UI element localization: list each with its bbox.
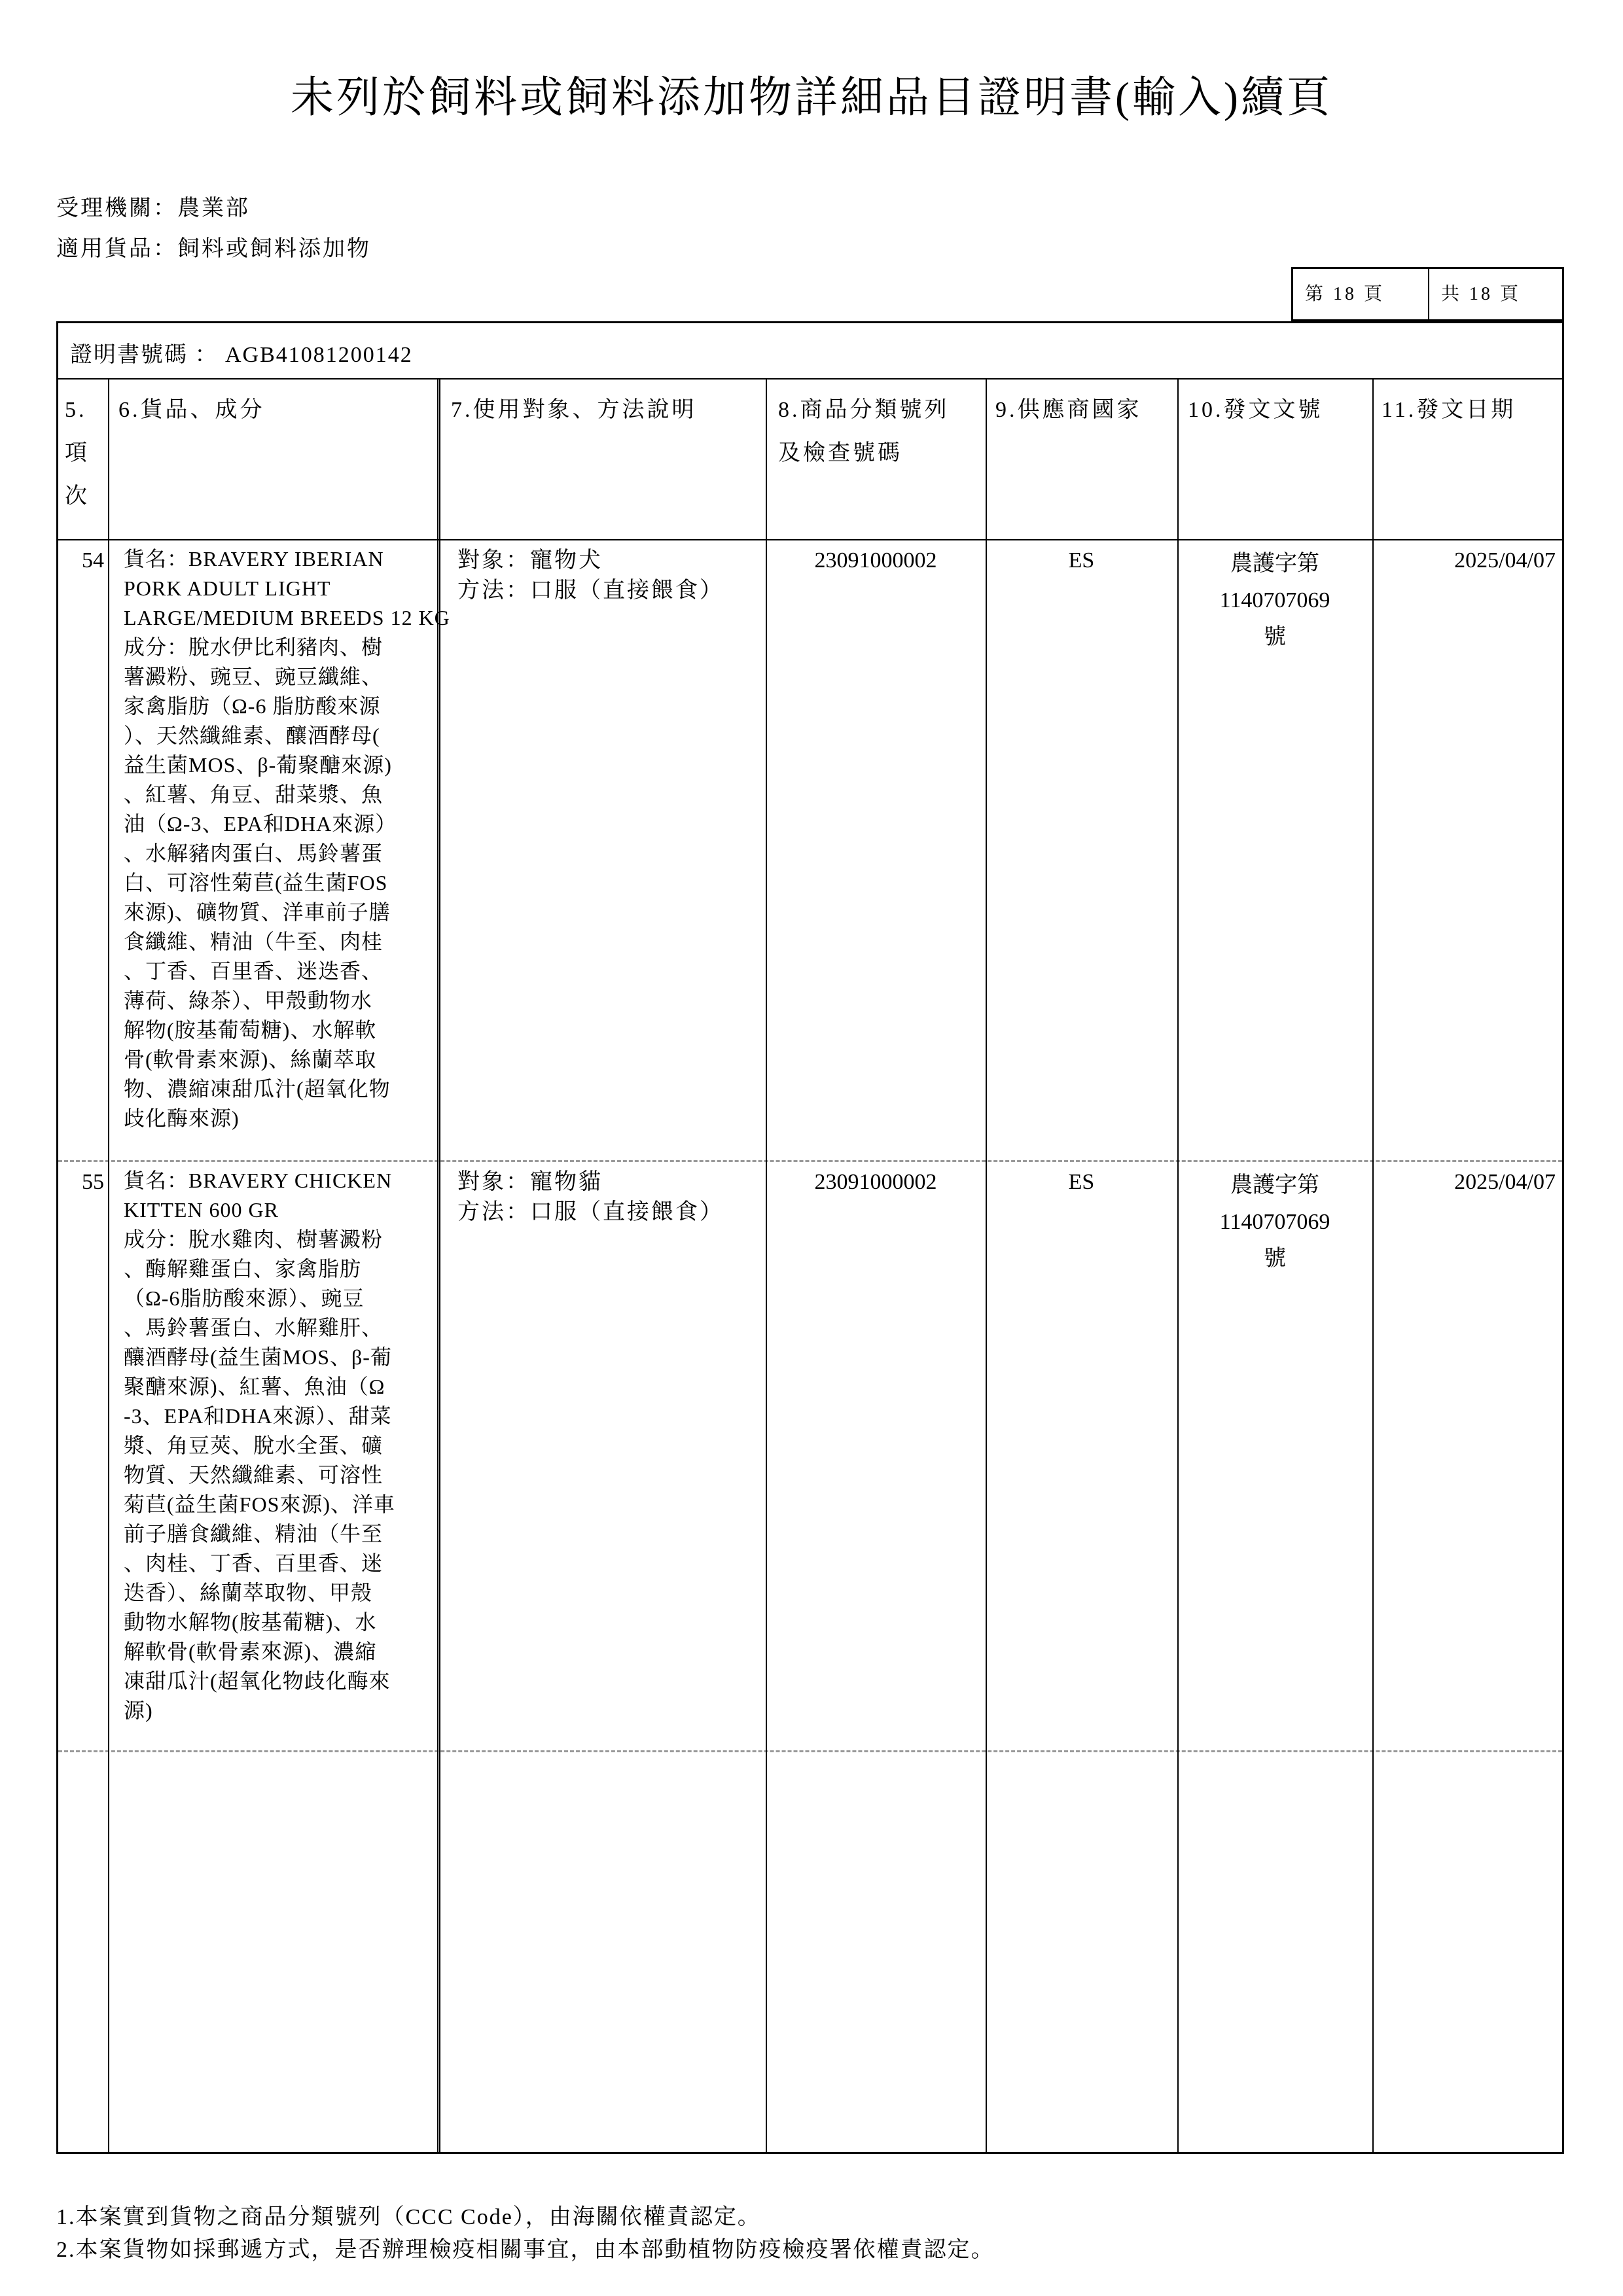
- goods-label: 適用貨品：飼料或飼料添加物: [56, 237, 371, 261]
- goods-description: [124, 1166, 395, 1725]
- doc-number-line: 號: [1264, 625, 1286, 649]
- doc-number-line: 號: [1264, 1246, 1286, 1271]
- doc-number-line: 1140707069: [1219, 1210, 1330, 1234]
- page-current: 第 18 頁: [1305, 284, 1385, 304]
- item-number: 55: [82, 1170, 104, 1194]
- goods-line: 凍甜瓜汁(超氧化物歧化酶來: [124, 1669, 391, 1693]
- doc-number-line: 1140707069: [1219, 588, 1330, 612]
- header-country: 9.供應商國家: [995, 398, 1142, 422]
- goods-line: 、丁香、百里香、迷迭香、: [124, 959, 383, 983]
- doc-number-line: 農護字第: [1230, 1173, 1319, 1197]
- goods-line: 薯澱粉、豌豆、豌豆纖維、: [124, 665, 383, 688]
- goods-line: 食纖維、精油（牛至、肉桂: [124, 930, 383, 953]
- supplier-country: ES: [1068, 548, 1095, 573]
- goods-line: PORK ADULT LIGHT: [124, 576, 331, 600]
- goods-line: （Ω-6脂肪酸來源）、豌豆: [124, 1286, 365, 1310]
- ccc-code: 23091000002: [814, 548, 937, 573]
- item-number: 54: [82, 548, 104, 573]
- header-date: 11.發文日期: [1382, 398, 1516, 422]
- usage: [457, 546, 724, 606]
- goods-line: 貨名：BRAVERY CHICKEN: [124, 1169, 393, 1192]
- agency-label: 受理機關：農業部: [56, 196, 250, 221]
- usage-target: 對象：寵物貓: [457, 1170, 603, 1194]
- header-text: 及檢查號碼: [778, 441, 902, 465]
- goods-line: 、馬鈴薯蛋白、水解雞肝、: [124, 1316, 383, 1339]
- goods-line: 迭香）、絲蘭萃取物、甲殼: [124, 1581, 373, 1604]
- usage-method: 方法：口服（直接餵食）: [457, 578, 724, 603]
- goods-line: 成分：脫水伊比利豬肉、樹: [124, 635, 383, 659]
- document-title: 未列於飼料或飼料添加物詳細品目證明書(輸入)續頁: [291, 74, 1332, 122]
- goods-line: KITTEN 600 GR: [124, 1198, 279, 1222]
- page-indicator: [1291, 267, 1564, 321]
- goods-description: [124, 544, 450, 1133]
- header-usage: 7.使用對象、方法說明: [451, 398, 697, 422]
- footnote-2: 2.本案貨物如採郵遞方式，是否辦理檢疫相關事宜，由本部動植物防疫檢疫署依權責認定。: [56, 2238, 995, 2262]
- goods-line: 油（Ω-3、EPA和DHA來源）: [124, 812, 397, 836]
- row-divider: [58, 1160, 1562, 1162]
- page-total: 共 18 頁: [1441, 284, 1522, 304]
- goods-line: 釀酒酵母(益生菌MOS、β-葡: [124, 1345, 392, 1369]
- goods-line: 物質、天然纖維素、可溶性: [124, 1463, 383, 1487]
- goods-line: 前子膳食纖維、精油（牛至: [124, 1522, 383, 1545]
- divider: [766, 380, 767, 2152]
- header-ccc: [778, 389, 950, 475]
- divider: [58, 378, 1562, 380]
- goods-line: 漿、角豆莢、脫水全蛋、礦: [124, 1434, 383, 1457]
- goods-line: 、水解豬肉蛋白、馬鈴薯蛋: [124, 841, 383, 865]
- goods-line: 白、可溶性菊苣(益生菌FOS: [124, 871, 388, 894]
- divider: [986, 380, 987, 2152]
- header-text: 項: [65, 441, 90, 465]
- header-text: 8.商品分類號列: [778, 398, 950, 422]
- goods-line: 來源)、礦物質、洋車前子膳: [124, 900, 391, 924]
- usage-target: 對象：寵物犬: [457, 548, 603, 573]
- goods-line: 歧化酶來源): [124, 1106, 240, 1130]
- certificate-number: 證明書號碼 ： AGB41081200142: [70, 343, 413, 367]
- goods-line: 益生菌MOS、β-葡聚醣來源): [124, 753, 392, 777]
- divider: [1428, 269, 1429, 319]
- goods-line: 成分：脫水雞肉、樹薯澱粉: [124, 1227, 383, 1251]
- usage: [457, 1167, 724, 1227]
- goods-line: ）、天然纖維素、釀酒酵母(: [124, 724, 380, 747]
- issue-date: 2025/04/07: [1454, 548, 1556, 573]
- header-text: 5.: [65, 398, 87, 422]
- goods-line: 解軟骨(軟骨素來源)、濃縮: [124, 1640, 377, 1663]
- doc-number: [1177, 546, 1372, 656]
- supplier-country: ES: [1068, 1170, 1095, 1194]
- goods-line: 家禽脂肪（Ω-6 脂肪酸來源: [124, 694, 381, 718]
- row-divider: [58, 1750, 1562, 1752]
- goods-line: 聚醣來源)、紅薯、魚油（Ω: [124, 1375, 385, 1398]
- goods-line: 解物(胺基葡萄糖)、水解軟: [124, 1018, 377, 1042]
- goods-line: 菊苣(益生菌FOS來源)、洋車: [124, 1492, 396, 1516]
- goods-line: 、酶解雞蛋白、家禽脂肪: [124, 1257, 362, 1280]
- detail-table: [56, 321, 1564, 2154]
- goods-line: -3、EPA和DHA來源）、甜菜: [124, 1404, 392, 1428]
- goods-line: 、肉桂、丁香、百里香、迷: [124, 1551, 383, 1575]
- usage-method: 方法：口服（直接餵食）: [457, 1200, 724, 1224]
- divider: [58, 539, 1562, 540]
- goods-line: 薄荷、綠茶）、甲殼動物水: [124, 989, 373, 1012]
- goods-line: LARGE/MEDIUM BREEDS 12 KG: [124, 606, 450, 629]
- header-text: 次: [65, 484, 90, 508]
- goods-line: 、紅薯、角豆、甜菜漿、魚: [124, 783, 383, 806]
- header-goods: 6.貨品、成分: [118, 398, 265, 422]
- header-doc-no: 10.發文文號: [1188, 398, 1323, 422]
- divider: [1372, 380, 1374, 2152]
- divider: [108, 380, 109, 2152]
- goods-line: 源): [124, 1699, 153, 1722]
- goods-line: 貨名：BRAVERY IBERIAN: [124, 547, 384, 571]
- goods-line: 骨(軟骨素來源)、絲蘭萃取: [124, 1048, 377, 1071]
- ccc-code: 23091000002: [814, 1170, 937, 1194]
- footnote-1: 1.本案實到貨物之商品分類號列（CCC Code），由海關依權責認定。: [56, 2205, 761, 2229]
- issue-date: 2025/04/07: [1454, 1170, 1556, 1194]
- goods-line: 物、濃縮凍甜瓜汁(超氧化物: [124, 1077, 391, 1101]
- doc-number: [1177, 1167, 1372, 1277]
- goods-line: 動物水解物(胺基葡糖)、水: [124, 1610, 377, 1634]
- header-item: [65, 389, 90, 518]
- doc-number-line: 農護字第: [1230, 552, 1319, 576]
